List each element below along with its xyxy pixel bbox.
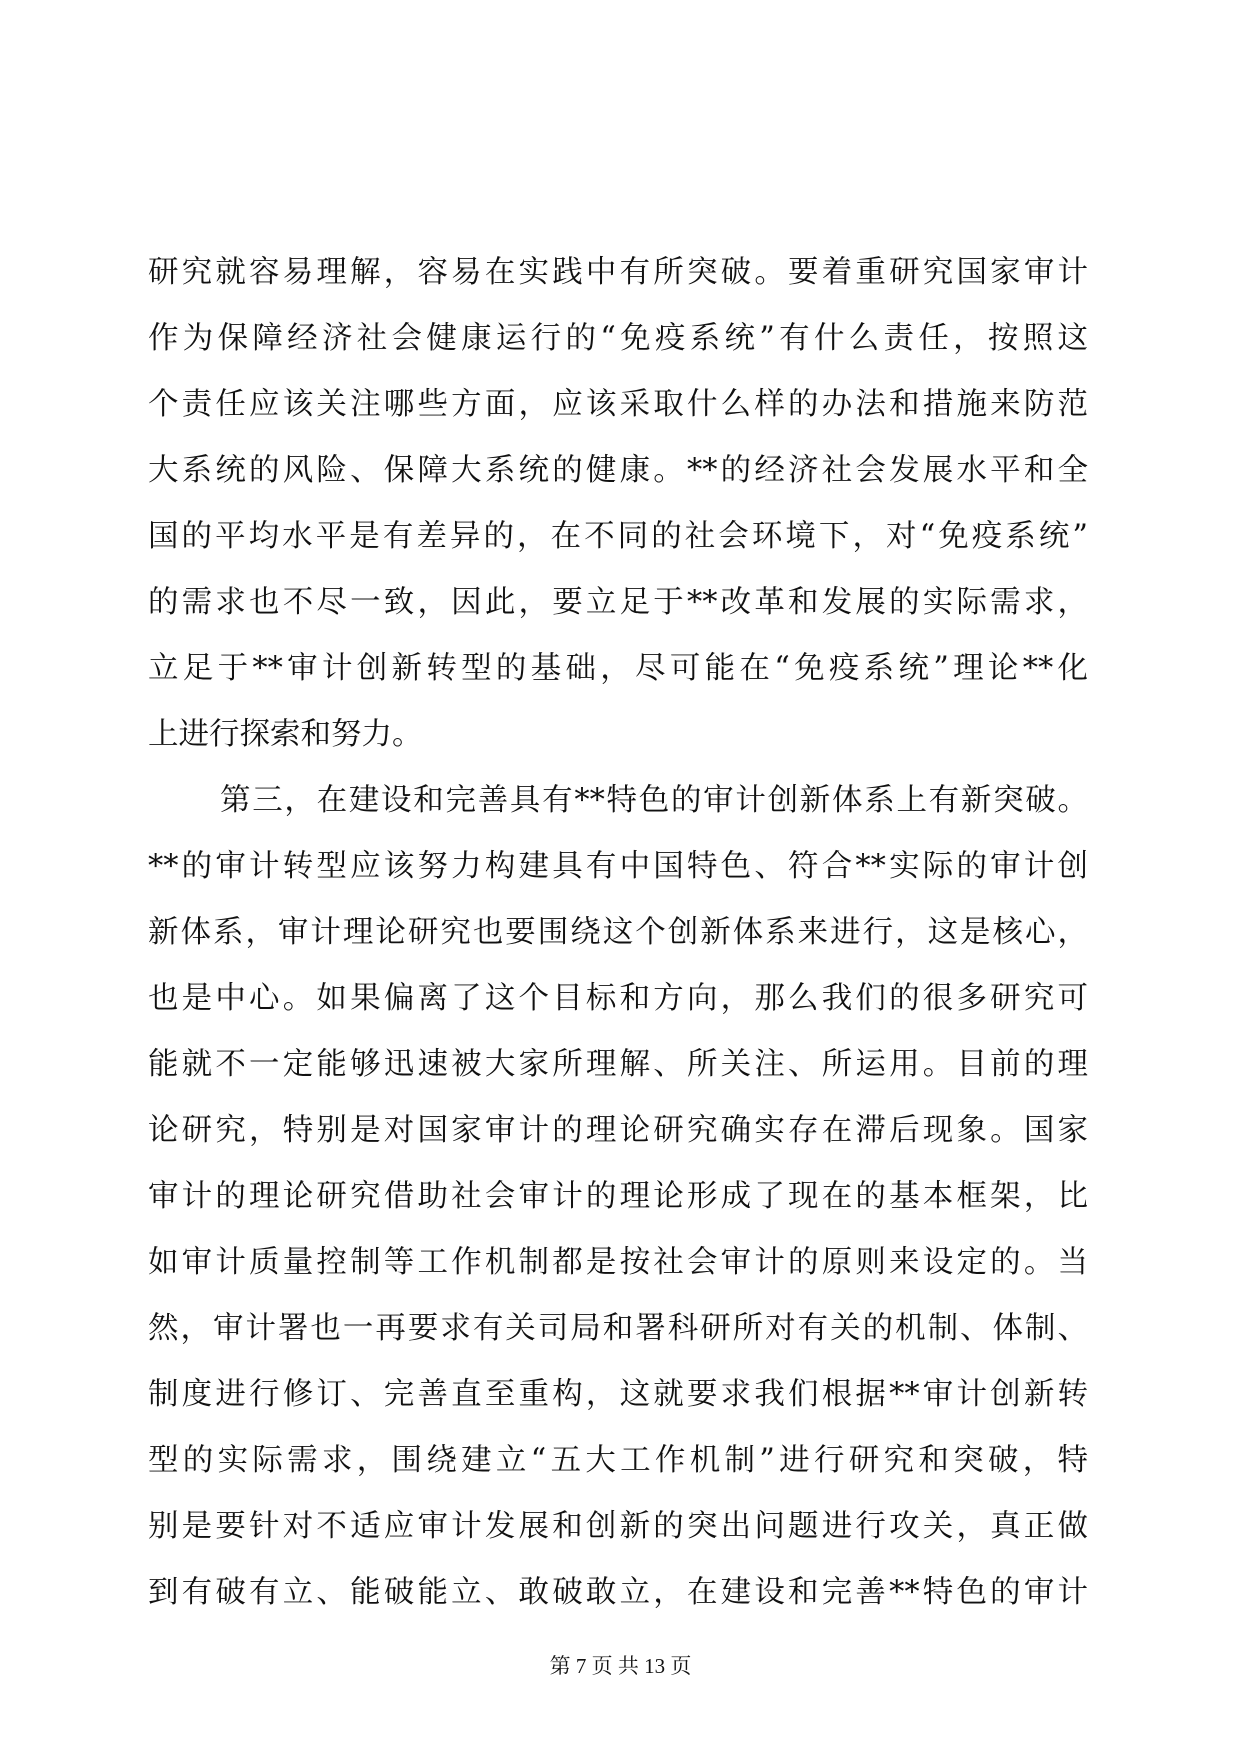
- text-line: 到有破有立、能破能立、敢破敢立，在建设和完善**特色的审计: [148, 1575, 1088, 1610]
- text-line: 然，审计署也一再要求有关司局和署科研所对有关的机制、体制、: [148, 1311, 1088, 1346]
- text-line: 大系统的风险、保障大系统的健康。**的经济社会发展水平和全: [148, 453, 1088, 488]
- text-line: 别是要针对不适应审计发展和创新的突出问题进行攻关，真正做: [148, 1509, 1088, 1544]
- text-line: 立足于**审计创新转型的基础，尽可能在“免疫系统”理论**化: [148, 651, 1088, 686]
- text-line: 新体系，审计理论研究也要围绕这个创新体系来进行，这是核心，: [148, 915, 1088, 950]
- text-line: 个责任应该关注哪些方面，应该采取什么样的办法和措施来防范: [148, 387, 1088, 422]
- text-line: 如审计质量控制等工作机制都是按社会审计的原则来设定的。当: [148, 1245, 1088, 1280]
- text-line: 论研究，特别是对国家审计的理论研究确实存在滞后现象。国家: [148, 1113, 1088, 1148]
- text-line: 也是中心。如果偏离了这个目标和方向，那么我们的很多研究可: [148, 981, 1088, 1016]
- text-line: **的审计转型应该努力构建具有中国特色、符合**实际的审计创: [148, 849, 1088, 884]
- paragraph-first-line: 第三，在建设和完善具有**特色的审计创新体系上有新突破。: [220, 783, 1088, 818]
- text-line: 能就不一定能够迅速被大家所理解、所关注、所运用。目前的理: [148, 1047, 1088, 1082]
- page-number-footer: 第 7 页 共 13 页: [549, 1654, 692, 1678]
- text-line: 制度进行修订、完善直至重构，这就要求我们根据**审计创新转: [148, 1377, 1088, 1412]
- text-line: 作为保障经济社会健康运行的“免疫系统”有什么责任，按照这: [148, 321, 1088, 356]
- text-line: 审计的理论研究借助社会审计的理论形成了现在的基本框架，比: [148, 1179, 1088, 1214]
- text-line: 型的实际需求，围绕建立“五大工作机制”进行研究和突破，特: [148, 1443, 1088, 1478]
- text-line: 国的平均水平是有差异的，在不同的社会环境下，对“免疫系统”: [148, 519, 1088, 554]
- text-line: 上进行探索和努力。: [148, 717, 423, 752]
- text-line: 的需求也不尽一致，因此，要立足于**改革和发展的实际需求，: [148, 585, 1088, 620]
- text-line: 研究就容易理解，容易在实践中有所突破。要着重研究国家审计: [148, 255, 1088, 290]
